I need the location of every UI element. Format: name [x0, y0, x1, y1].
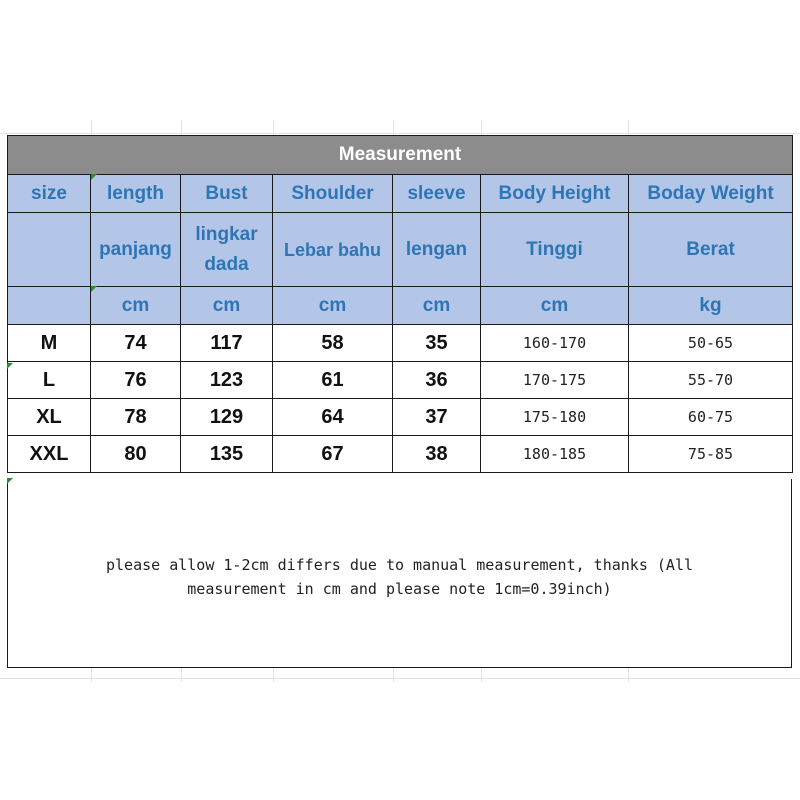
header-body-height: Body Height	[481, 175, 629, 213]
cell-sleeve: 36	[393, 362, 481, 399]
cell-size: XL	[8, 399, 91, 436]
measurement-note-box	[7, 479, 792, 668]
unit-length: cm	[91, 287, 181, 325]
size-chart-sheet	[7, 135, 792, 668]
unit-sleeve: cm	[393, 287, 481, 325]
table-title: Measurement	[8, 136, 793, 175]
cell-shoulder: 67	[273, 436, 393, 473]
cell-height: 170-175	[481, 362, 629, 399]
cell-size: XXL	[8, 436, 91, 473]
header-row-indonesian	[8, 213, 793, 287]
cell-bust: 135	[181, 436, 273, 473]
header-berat: Berat	[629, 213, 793, 287]
cell-sleeve: 38	[393, 436, 481, 473]
cell-shoulder: 58	[273, 325, 393, 362]
cell-bust: 123	[181, 362, 273, 399]
cell-length: 80	[91, 436, 181, 473]
header-lingkar-dada	[181, 213, 273, 287]
cell-length: 74	[91, 325, 181, 362]
table-row	[8, 436, 793, 473]
unit-weight: kg	[629, 287, 793, 325]
cell-comment-marker-icon	[7, 478, 13, 484]
header-shoulder: Shoulder	[273, 175, 393, 213]
table-row	[8, 362, 793, 399]
cell-size: M	[8, 325, 91, 362]
cell-weight: 60-75	[629, 399, 793, 436]
header-lebar-bahu: Lebar bahu	[273, 213, 393, 287]
header-size: size	[8, 175, 91, 213]
unit-size	[8, 287, 91, 325]
unit-bust: cm	[181, 287, 273, 325]
size-chart-table	[7, 135, 793, 473]
cell-sleeve: 35	[393, 325, 481, 362]
cell-length: 76	[91, 362, 181, 399]
header-body-weight: Boday Weight	[629, 175, 793, 213]
cell-bust: 129	[181, 399, 273, 436]
cell-size: L	[8, 362, 91, 399]
table-row	[8, 325, 793, 362]
cell-comment-marker-icon	[91, 286, 97, 292]
unit-shoulder: cm	[273, 287, 393, 325]
header-panjang: panjang	[91, 213, 181, 287]
header-row-units	[8, 287, 793, 325]
header-lingkar-dada-line1: lingkar	[195, 223, 258, 245]
cell-length: 78	[91, 399, 181, 436]
cell-weight: 75-85	[629, 436, 793, 473]
cell-sleeve: 37	[393, 399, 481, 436]
cell-height: 180-185	[481, 436, 629, 473]
cell-shoulder: 61	[273, 362, 393, 399]
cell-comment-marker-icon	[7, 363, 13, 369]
header-lingkar-dada-line2: dada	[204, 253, 249, 275]
cell-weight: 55-70	[629, 362, 793, 399]
header-tinggi: Tinggi	[481, 213, 629, 287]
header-sleeve: sleeve	[393, 175, 481, 213]
header-bust: Bust	[181, 175, 273, 213]
cell-bust: 117	[181, 325, 273, 362]
unit-height: cm	[481, 287, 629, 325]
note-line-2: measurement in cm and please note 1cm=0.39inch)	[187, 580, 612, 598]
header-length: length	[91, 175, 181, 213]
header-lengan: lengan	[393, 213, 481, 287]
cell-weight: 50-65	[629, 325, 793, 362]
measurement-note	[28, 553, 771, 601]
cell-comment-marker-icon	[91, 174, 97, 180]
table-row	[8, 399, 793, 436]
header-size-id	[8, 213, 91, 287]
header-row-english	[8, 175, 793, 213]
cell-height: 160-170	[481, 325, 629, 362]
cell-height: 175-180	[481, 399, 629, 436]
cell-shoulder: 64	[273, 399, 393, 436]
note-line-1: please allow 1-2cm differs due to manual measurement, thanks (All	[106, 556, 693, 574]
